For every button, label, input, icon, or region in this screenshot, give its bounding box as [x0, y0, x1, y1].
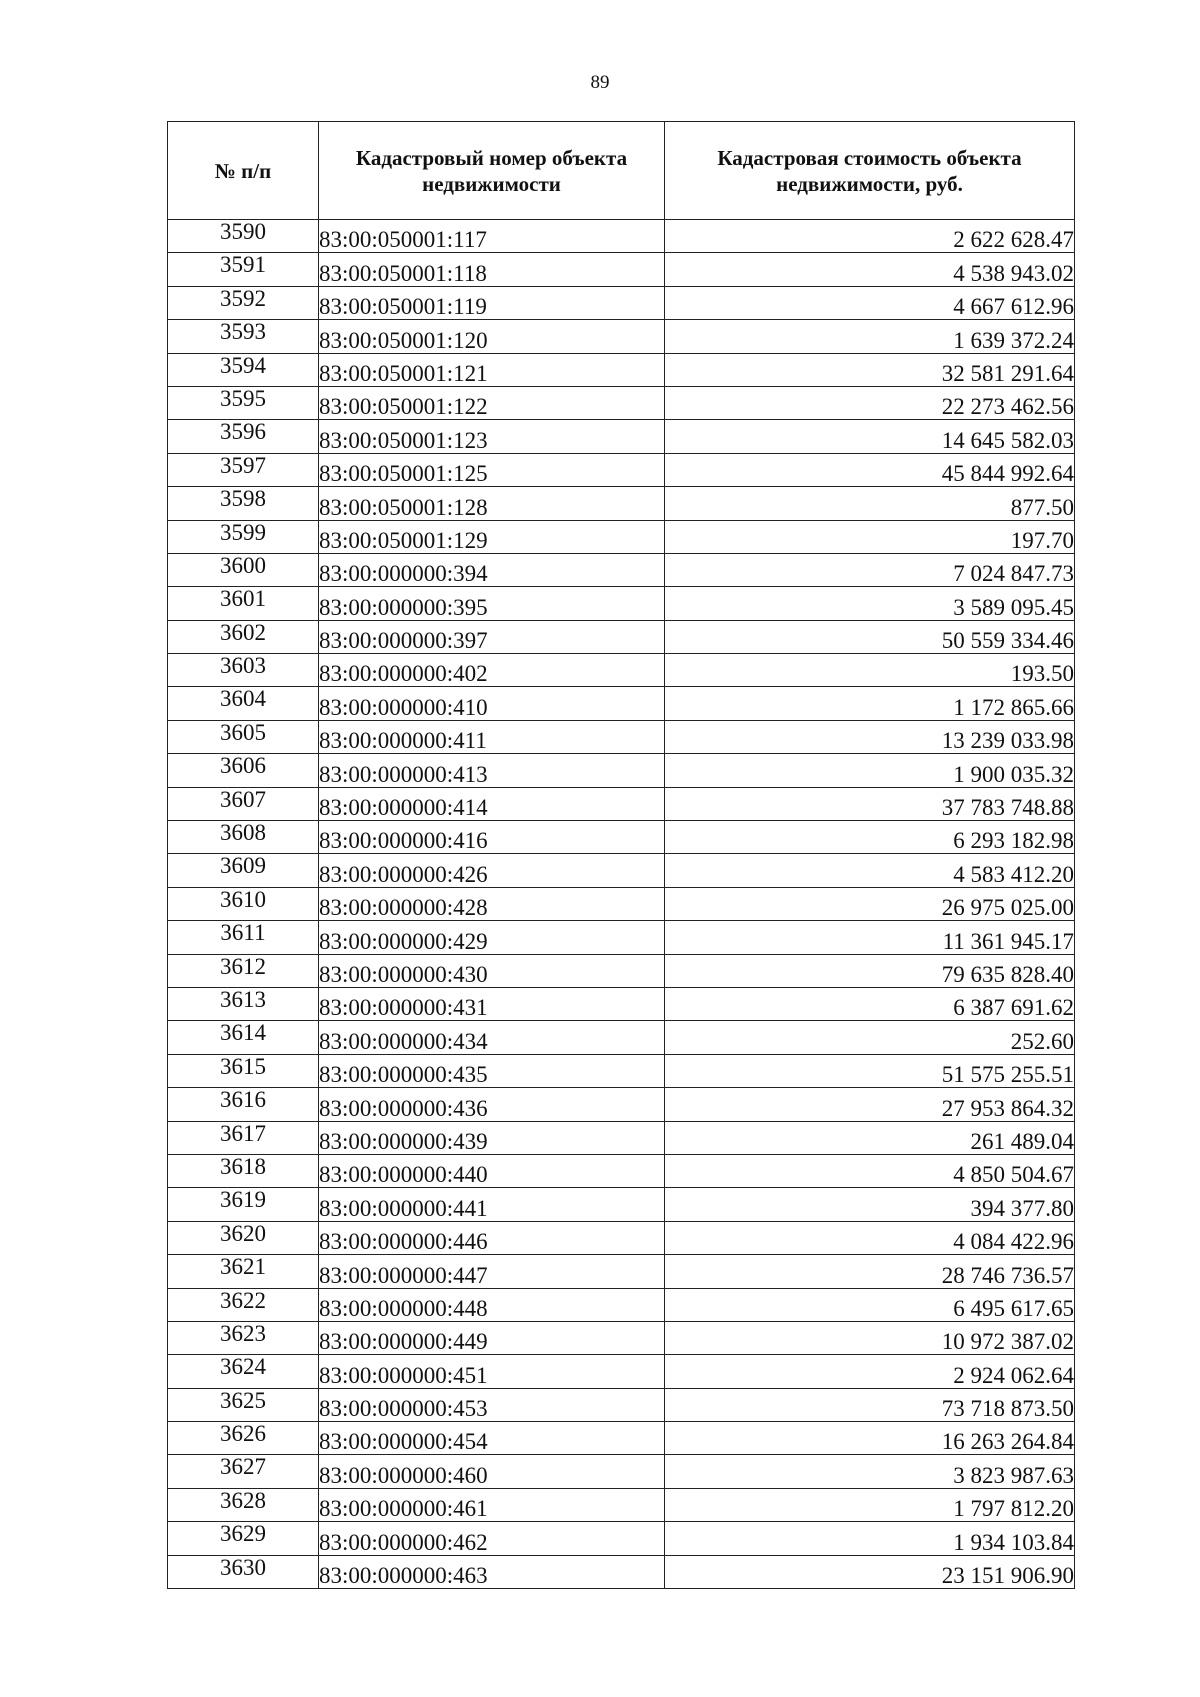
row-number-cell: 3596: [168, 420, 319, 453]
table-row: [168, 1054, 1075, 1087]
cadastral-value-cell: 394 377.80: [665, 1188, 1075, 1221]
row-number-cell: 3611: [168, 921, 319, 954]
row-number-cell: 3595: [168, 386, 319, 419]
table-row: [168, 220, 1075, 253]
cadastral-value-cell: 26 975 025.00: [665, 887, 1075, 920]
cadastral-number-cell: 83:00:000000:439: [319, 1121, 665, 1154]
table-row: [168, 921, 1075, 954]
cadastral-value-cell: 73 718 873.50: [665, 1388, 1075, 1421]
cadastral-value-cell: 16 263 264.84: [665, 1422, 1075, 1455]
cadastral-number-cell: 83:00:000000:395: [319, 587, 665, 620]
table-row: [168, 620, 1075, 653]
row-number-cell: 3602: [168, 620, 319, 653]
table-row: [168, 520, 1075, 553]
cadastral-value-cell: 13 239 033.98: [665, 720, 1075, 753]
cadastral-value-cell: 7 024 847.73: [665, 553, 1075, 586]
row-number-cell: 3617: [168, 1121, 319, 1154]
cadastral-number-cell: 83:00:000000:451: [319, 1355, 665, 1388]
cadastral-number-cell: 83:00:000000:426: [319, 854, 665, 887]
row-number-cell: 3619: [168, 1188, 319, 1221]
cadastral-value-cell: 1 639 372.24: [665, 320, 1075, 353]
table-row: [168, 787, 1075, 820]
row-number-cell: 3592: [168, 286, 319, 319]
table-row: [168, 1555, 1075, 1588]
table-row: [168, 1121, 1075, 1154]
row-number-cell: 3590: [168, 220, 319, 253]
cadastral-value-cell: 1 797 812.20: [665, 1488, 1075, 1521]
row-number-cell: 3616: [168, 1088, 319, 1121]
table-row: [168, 1388, 1075, 1421]
table-header-row: [168, 122, 1075, 220]
table-row: [168, 286, 1075, 319]
cadastral-number-cell: 83:00:000000:436: [319, 1088, 665, 1121]
cadastral-number-cell: 83:00:000000:394: [319, 553, 665, 586]
cadastral-number-cell: 83:00:000000:454: [319, 1422, 665, 1455]
row-number-cell: 3622: [168, 1288, 319, 1321]
table-row: [168, 320, 1075, 353]
row-number-cell: 3612: [168, 954, 319, 987]
cadastral-number-cell: 83:00:000000:448: [319, 1288, 665, 1321]
row-number-cell: 3597: [168, 453, 319, 486]
table-row: [168, 720, 1075, 753]
cadastral-value-cell: 193.50: [665, 654, 1075, 687]
cadastral-value-cell: 27 953 864.32: [665, 1088, 1075, 1121]
table-row: [168, 1488, 1075, 1521]
cadastral-number-cell: 83:00:000000:441: [319, 1188, 665, 1221]
cadastral-value-cell: 3 823 987.63: [665, 1455, 1075, 1488]
cadastral-value-cell: 23 151 906.90: [665, 1555, 1075, 1588]
row-number-cell: 3630: [168, 1555, 319, 1588]
cadastral-number-cell: 83:00:000000:402: [319, 654, 665, 687]
cadastral-value-cell: 1 934 103.84: [665, 1522, 1075, 1555]
cadastral-number-cell: 83:00:050001:125: [319, 453, 665, 486]
cadastral-value-cell: 4 538 943.02: [665, 253, 1075, 286]
cadastral-value-cell: 1 900 035.32: [665, 754, 1075, 787]
header-row-number: № п/п: [168, 122, 319, 220]
cadastral-value-cell: 6 387 691.62: [665, 987, 1075, 1020]
cadastral-number-cell: 83:00:000000:434: [319, 1021, 665, 1054]
table-row: [168, 1455, 1075, 1488]
cadastral-number-cell: 83:00:000000:397: [319, 620, 665, 653]
table-row: [168, 687, 1075, 720]
cadastral-value-cell: 4 667 612.96: [665, 286, 1075, 319]
row-number-cell: 3601: [168, 587, 319, 620]
cadastral-value-cell: 28 746 736.57: [665, 1255, 1075, 1288]
cadastral-number-cell: 83:00:000000:440: [319, 1154, 665, 1187]
cadastral-number-cell: 83:00:000000:411: [319, 720, 665, 753]
table-row: [168, 1088, 1075, 1121]
cadastral-number-cell: 83:00:000000:447: [319, 1255, 665, 1288]
cadastral-value-cell: 79 635 828.40: [665, 954, 1075, 987]
cadastral-number-cell: 83:00:050001:128: [319, 487, 665, 520]
cadastral-value-cell: 2 924 062.64: [665, 1355, 1075, 1388]
table-body: [168, 220, 1075, 1589]
cadastral-value-cell: 877.50: [665, 487, 1075, 520]
cadastral-number-cell: 83:00:000000:453: [319, 1388, 665, 1421]
cadastral-number-cell: 83:00:050001:117: [319, 220, 665, 253]
table-row: [168, 654, 1075, 687]
cadastral-number-cell: 83:00:050001:129: [319, 520, 665, 553]
cadastral-value-cell: 6 495 617.65: [665, 1288, 1075, 1321]
table-row: [168, 1021, 1075, 1054]
cadastral-value-cell: 2 622 628.47: [665, 220, 1075, 253]
cadastral-number-cell: 83:00:000000:416: [319, 821, 665, 854]
table-row: [168, 987, 1075, 1020]
row-number-cell: 3594: [168, 353, 319, 386]
cadastral-value-cell: 51 575 255.51: [665, 1054, 1075, 1087]
table-row: [168, 1422, 1075, 1455]
row-number-cell: 3608: [168, 821, 319, 854]
table-row: [168, 420, 1075, 453]
cadastral-value-cell: 14 645 582.03: [665, 420, 1075, 453]
cadastral-value-cell: 6 293 182.98: [665, 821, 1075, 854]
cadastral-number-cell: 83:00:050001:120: [319, 320, 665, 353]
cadastral-value-table: [167, 121, 1075, 1589]
cadastral-value-cell: 10 972 387.02: [665, 1321, 1075, 1354]
page-number: 89: [590, 72, 610, 93]
table-row: [168, 587, 1075, 620]
row-number-cell: 3598: [168, 487, 319, 520]
table-row: [168, 1288, 1075, 1321]
table-row: [168, 1188, 1075, 1221]
table-row: [168, 1355, 1075, 1388]
row-number-cell: 3609: [168, 854, 319, 887]
cadastral-number-cell: 83:00:000000:462: [319, 1522, 665, 1555]
cadastral-number-cell: 83:00:000000:461: [319, 1488, 665, 1521]
cadastral-value-cell: 197.70: [665, 520, 1075, 553]
cadastral-number-cell: 83:00:000000:430: [319, 954, 665, 987]
cadastral-number-cell: 83:00:000000:449: [319, 1321, 665, 1354]
cadastral-value-cell: 11 361 945.17: [665, 921, 1075, 954]
cadastral-value-cell: 50 559 334.46: [665, 620, 1075, 653]
row-number-cell: 3621: [168, 1255, 319, 1288]
row-number-cell: 3605: [168, 720, 319, 753]
cadastral-number-cell: 83:00:050001:122: [319, 386, 665, 419]
row-number-cell: 3607: [168, 787, 319, 820]
cadastral-number-cell: 83:00:000000:410: [319, 687, 665, 720]
cadastral-value-cell: 45 844 992.64: [665, 453, 1075, 486]
cadastral-number-cell: 83:00:000000:413: [319, 754, 665, 787]
table-row: [168, 453, 1075, 486]
cadastral-number-cell: 83:00:000000:414: [319, 787, 665, 820]
cadastral-number-cell: 83:00:000000:428: [319, 887, 665, 920]
table-row: [168, 1321, 1075, 1354]
table-row: [168, 854, 1075, 887]
cadastral-value-cell: 4 850 504.67: [665, 1154, 1075, 1187]
table-row: [168, 353, 1075, 386]
cadastral-value-cell: 4 583 412.20: [665, 854, 1075, 887]
table-row: [168, 954, 1075, 987]
row-number-cell: 3614: [168, 1021, 319, 1054]
row-number-cell: 3620: [168, 1221, 319, 1254]
row-number-cell: 3591: [168, 253, 319, 286]
row-number-cell: 3610: [168, 887, 319, 920]
cadastral-number-cell: 83:00:050001:121: [319, 353, 665, 386]
row-number-cell: 3613: [168, 987, 319, 1020]
row-number-cell: 3627: [168, 1455, 319, 1488]
cadastral-number-cell: 83:00:000000:435: [319, 1054, 665, 1087]
table-row: [168, 487, 1075, 520]
table-row: [168, 821, 1075, 854]
table-row: [168, 1522, 1075, 1555]
row-number-cell: 3593: [168, 320, 319, 353]
row-number-cell: 3599: [168, 520, 319, 553]
table-row: [168, 1255, 1075, 1288]
cadastral-number-cell: 83:00:000000:463: [319, 1555, 665, 1588]
cadastral-value-cell: 3 589 095.45: [665, 587, 1075, 620]
cadastral-number-cell: 83:00:000000:429: [319, 921, 665, 954]
row-number-cell: 3603: [168, 654, 319, 687]
row-number-cell: 3624: [168, 1355, 319, 1388]
table-row: [168, 754, 1075, 787]
cadastral-value-cell: 22 273 462.56: [665, 386, 1075, 419]
table-row: [168, 1154, 1075, 1187]
table-row: [168, 1221, 1075, 1254]
cadastral-value-cell: 261 489.04: [665, 1121, 1075, 1154]
row-number-cell: 3628: [168, 1488, 319, 1521]
cadastral-number-cell: 83:00:000000:460: [319, 1455, 665, 1488]
row-number-cell: 3606: [168, 754, 319, 787]
cadastral-number-cell: 83:00:050001:119: [319, 286, 665, 319]
cadastral-value-cell: 37 783 748.88: [665, 787, 1075, 820]
table-row: [168, 386, 1075, 419]
cadastral-value-cell: 252.60: [665, 1021, 1075, 1054]
cadastral-value-cell: 1 172 865.66: [665, 687, 1075, 720]
row-number-cell: 3615: [168, 1054, 319, 1087]
row-number-cell: 3600: [168, 553, 319, 586]
row-number-cell: 3629: [168, 1522, 319, 1555]
cadastral-number-cell: 83:00:000000:446: [319, 1221, 665, 1254]
table-row: [168, 553, 1075, 586]
cadastral-number-cell: 83:00:000000:431: [319, 987, 665, 1020]
row-number-cell: 3604: [168, 687, 319, 720]
cadastral-number-cell: 83:00:050001:118: [319, 253, 665, 286]
table-row: [168, 887, 1075, 920]
header-cadastral-number: Кадастровый номер объекта недвижимости: [319, 122, 665, 220]
cadastral-number-cell: 83:00:050001:123: [319, 420, 665, 453]
row-number-cell: 3623: [168, 1321, 319, 1354]
cadastral-value-cell: 32 581 291.64: [665, 353, 1075, 386]
row-number-cell: 3625: [168, 1388, 319, 1421]
table-row: [168, 253, 1075, 286]
row-number-cell: 3626: [168, 1422, 319, 1455]
header-cadastral-value: Кадастровая стоимость объекта недвижимости, руб.: [665, 122, 1075, 220]
row-number-cell: 3618: [168, 1154, 319, 1187]
cadastral-value-cell: 4 084 422.96: [665, 1221, 1075, 1254]
